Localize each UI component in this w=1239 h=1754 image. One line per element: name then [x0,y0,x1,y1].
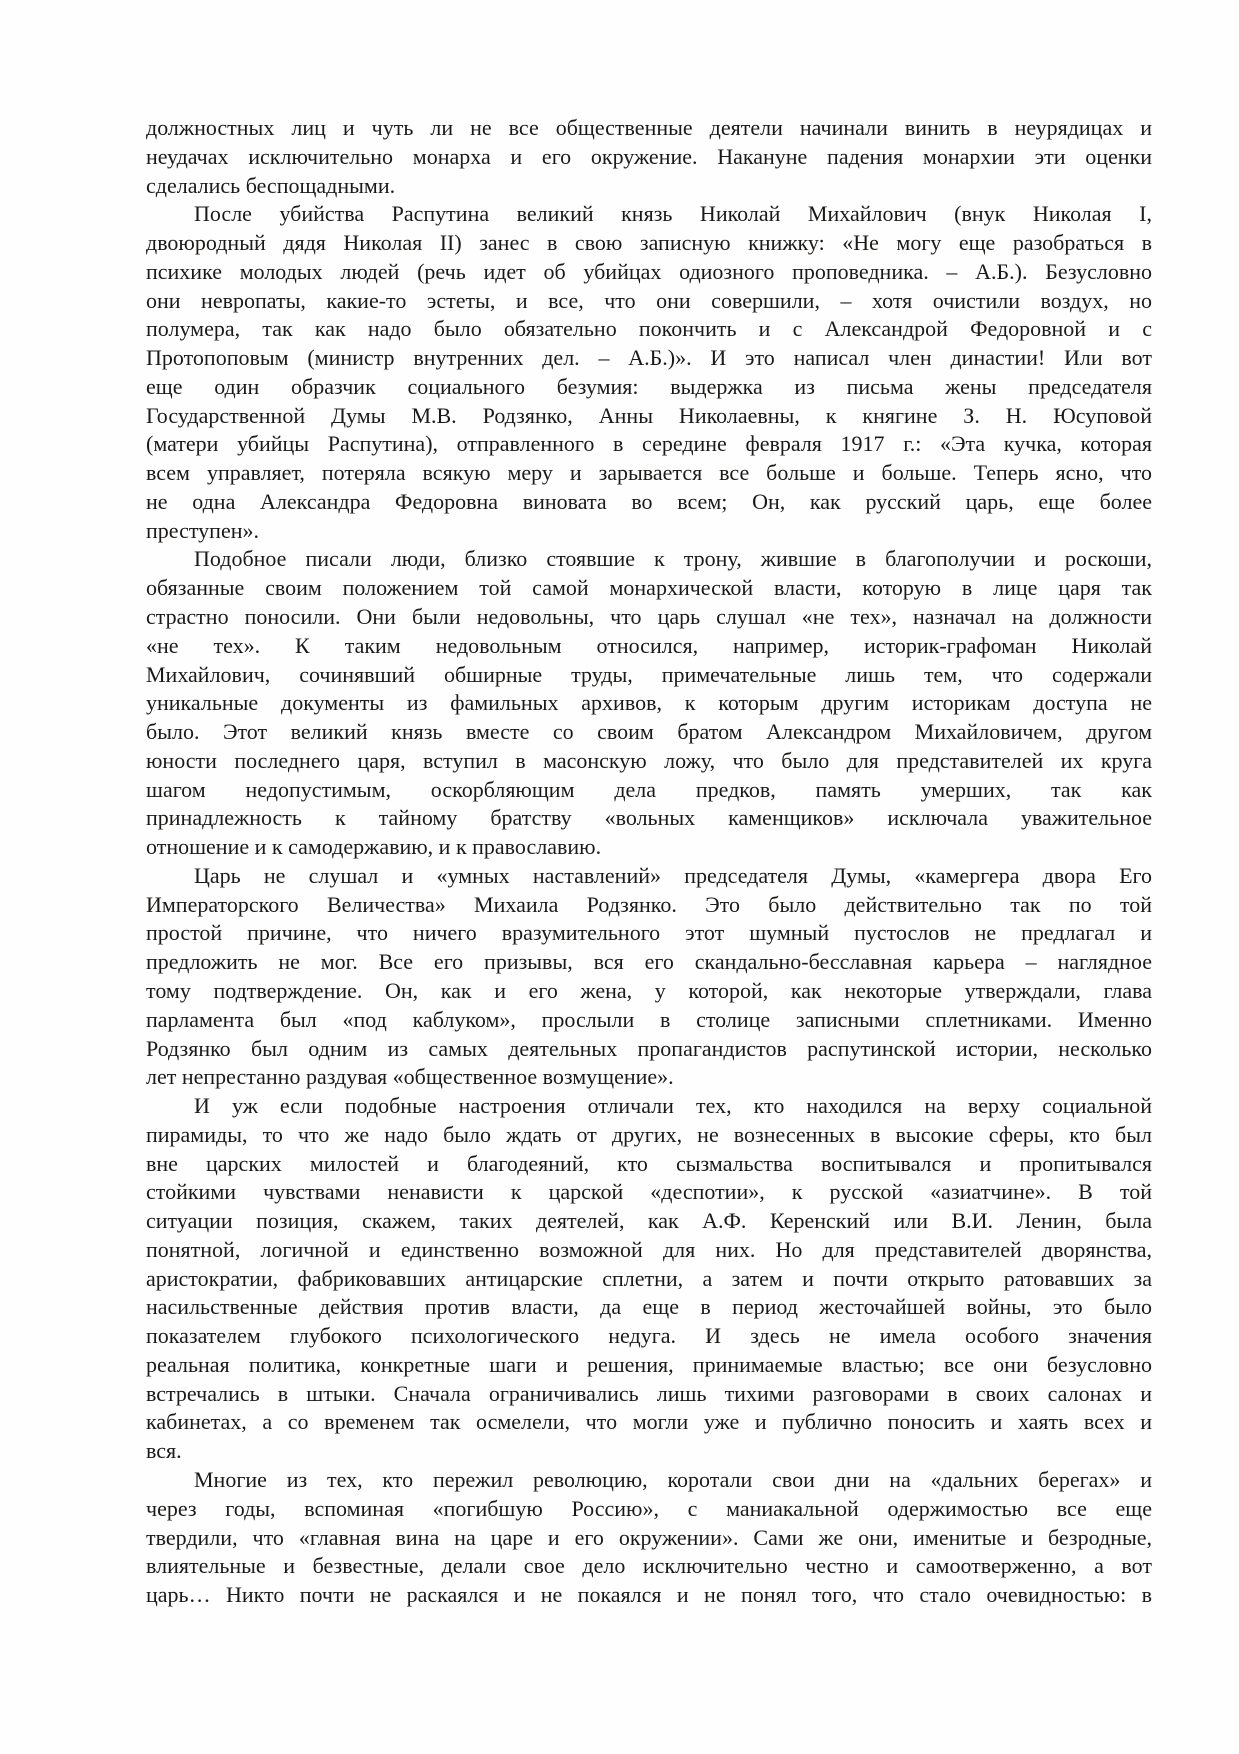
text-line: еще один образчик социального безумия: выдержка из письма жены председателя [146,373,1152,399]
text-line: простой причине, что ничего вразумительного этот шумный пустослов не предлагал и [146,920,1152,946]
text-line: твердили, что «главная вина на царе и его окружении». Сами же они, именитые и безродные, [146,1524,1152,1550]
text-line: насильственные действия против власти, да еще в период жесточайшей войны, это было [146,1294,1152,1320]
text-line: неудачах исключительно монарха и его окружение. Накануне падения монархии эти оценки [146,143,1152,169]
text-line: двоюродный дядя Николая II) занес в свою записную книжку: «Не могу еще разобраться в [146,230,1152,256]
text-line: уникальные документы из фамильных архивов, к которым другим историкам доступа не [146,690,1152,716]
paragraph [146,1466,1152,1610]
text-line: принадлежность к тайному братству «вольных каменщиков» исключала уважительное [146,805,1152,831]
text-line: лет непрестанно раздувая «общественное возмущение». [146,1064,674,1090]
text-line: сделались беспощадными. [146,172,396,198]
text-line: Протопоповым (министр внутренних дел. – А.Б.)». И это написал член династии! Или вот [146,345,1152,371]
text-line: через годы, вспоминая «погибшую Россию», с маниакальной одержимостью все еще [146,1495,1152,1521]
text-line: ситуации позиция, скажем, таких деятелей, как А.Ф. Керенский или В.И. Ленин, была [146,1208,1152,1234]
text-line: Государственной Думы М.В. Родзянко, Анны Николаевны, к княгине З. Н. Юсуповой [146,402,1152,428]
text-line: Родзянко был одним из самых деятельных пропагандистов распутинской истории, несколько [146,1035,1152,1061]
text-line: И уж если подобные настроения отличали тех, кто находился на верху социальной [194,1093,1152,1119]
text-line: преступен». [146,517,259,543]
text-line: парламента был «под каблуком», прослыли в столице записными сплетниками. Именно [146,1006,1152,1032]
text-line: полумера, так как надо было обязательно покончить и с Александрой Федоровной и с [146,316,1152,342]
text-line: кабинетах, а со временем так осмелели, что могли уже и публично поносить и хаять всех и [146,1409,1152,1435]
text-line: Царь не слушал и «умных наставлений» председателя Думы, «камергера двора Его [194,862,1152,888]
text-line: вся. [146,1438,182,1464]
paragraph [146,862,1152,1092]
text-line: отношение и к самодержавию, и к православию. [146,834,602,860]
text-line: стойкими чувствами ненависти к царской «деспотии», к русской «азиатчине». В той [146,1179,1152,1205]
text-line: пирамиды, то что же надо было ждать от других, не вознесенных в высокие сферы, кто был [146,1121,1152,1147]
text-line: Подобное писали люди, близко стоявшие к трону, жившие в благополучии и роскоши, [194,546,1152,572]
text-line: тому подтверждение. Он, как и его жена, у которой, как некоторые утверждали, глава [146,977,1152,1003]
text-line: встречались в штыки. Сначала ограничивались лишь тихими разговорами в своих салонах и [146,1380,1152,1406]
paragraph [146,114,1152,200]
paragraph [146,1092,1152,1466]
text-line: не одна Александра Федоровна виновата во всем; Он, как русский царь, еще более [146,488,1152,514]
text-line: реальная политика, конкретные шаги и решения, принимаемые властью; все они безусловно [146,1351,1152,1377]
text-line: обязанные своим положением той самой монархической власти, которую в лице царя так [146,575,1152,601]
body-text [146,114,1152,1610]
paragraph [146,200,1152,545]
text-line: они невропаты, какие-то эстеты, и все, что они совершили, – хотя очистили воздух, но [146,287,1152,313]
text-line: было. Этот великий князь вместе со своим братом Александром Михайловичем, другом [146,719,1152,745]
text-line: шагом недопустимым, оскорбляющим дела предков, память умерших, так как [146,776,1152,802]
text-line: (матери убийцы Распутина), отправленного в середине февраля 1917 г.: «Эта кучка, которая [146,431,1152,457]
text-line: Императорского Величества» Михаила Родзянко. Это было действительно так по той [146,891,1152,917]
text-line: показателем глубокого психологического недуга. И здесь не имела особого значения [146,1323,1152,1349]
text-line: психике молодых людей (речь идет об убийцах одиозного проповедника. – А.Б.). Безусловно [146,258,1152,284]
text-line: вне царских милостей и благодеяний, кто сызмальства воспитывался и пропитывался [146,1150,1152,1176]
text-line: понятной, логичной и единственно возможной для них. Но для представителей дворянства, [146,1236,1152,1262]
text-line: юности последнего царя, вступил в масонскую ложу, что было для представителей их круга [146,747,1152,773]
text-line: аристократии, фабриковавших антицарские сплетни, а затем и почти открыто ратовавших за [146,1265,1152,1291]
text-line: «не тех». К таким недовольным относился, например, историк-графоман Николай [146,632,1152,658]
paragraph [146,545,1152,861]
text-line: Михайлович, сочинявший обширные труды, примечательные лишь тем, что содержали [146,661,1152,687]
text-line: должностных лиц и чуть ли не все общественные деятели начинали винить в неурядицах и [146,115,1152,140]
text-line: предложить не мог. Все его призывы, вся его скандально-бесславная карьера – наглядное [146,949,1152,975]
text-line: царь… Никто почти не раскаялся и не покаялся и не понял того, что стало очевидностью: в [146,1582,1152,1608]
text-line: После убийства Распутина великий князь Николай Михайлович (внук Николая I, [194,201,1152,227]
text-line: страстно поносили. Они были недовольны, что царь слушал «не тех», назначал на должности [146,604,1152,630]
text-line: влиятельные и безвестные, делали свое дело исключительно честно и самоотверженно, а вот [146,1553,1152,1579]
text-line: всем управляет, потеряла всякую меру и зарывается все больше и больше. Теперь ясно, что [146,460,1152,486]
text-line: Многие из тех, кто пережил революцию, коротали свои дни на «дальних берегах» и [194,1466,1152,1492]
